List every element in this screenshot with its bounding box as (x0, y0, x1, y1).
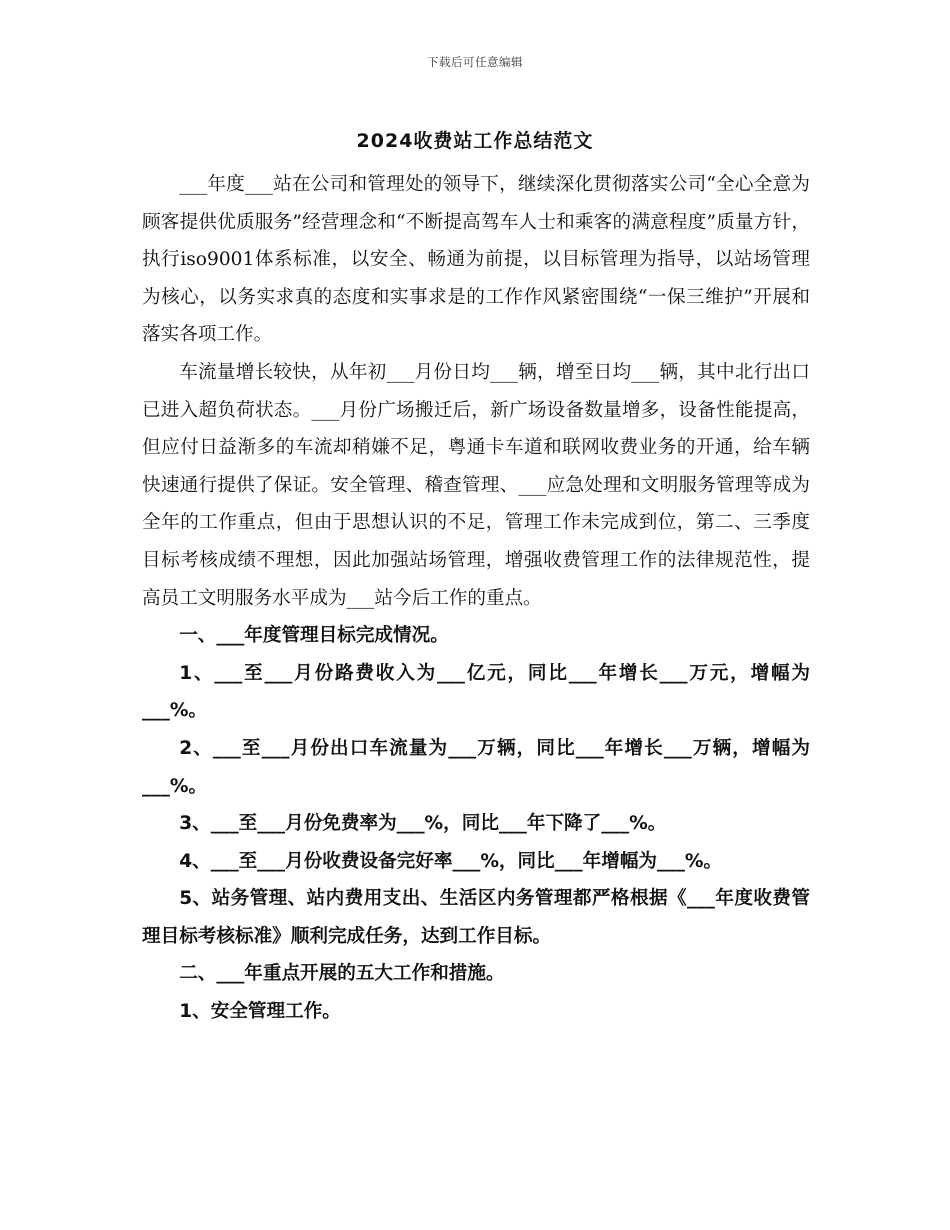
section-heading-1: 一、___年度管理目标完成情况。 (179, 625, 449, 647)
list-item-5: 5、站务管理、站内费用支出、生活区内务管理都严格根据《___年度收费管理目标考核标准》顺利完成任务，达到工作目标。 (142, 888, 810, 947)
list-item-3: 3、___至___月份免费率为___%，同比___年下降了___%。 (179, 813, 667, 835)
document-body (142, 166, 810, 1031)
list-item-4: 4、___至___月份收费设备完好率___%，同比___年增幅为___%。 (179, 850, 723, 872)
section-heading-2: 二、___年重点开展的五大工作和措施。 (179, 963, 505, 985)
paragraph-intro: ___年度___站在公司和管理处的领导下，继续深化贯彻落实公司“全心全意为顾客提供优质服务”经营理念和“不断提高驾车人士和乘客的满意程度”质量方针，执行iso9001体系标准，以安全、畅通为前提，以目标管理为指导，以站场管理为核心，以务实求真的态度和实事求是的工作作风紧密围绕“一保三维护”开展和落实各项工作。 (142, 174, 810, 346)
header-note: 下载后可任意编辑 (427, 55, 523, 69)
paragraph-traffic: 车流量增长较快，从年初___月份日均___辆，增至日均___辆，其中北行出口已进入超负荷状态。___月份广场搬迁后，新广场设备数量增多，设备性能提高，但应付日益渐多的车流却稍嫌不足，粤通卡车道和联网收费业务的开通，给车辆快速通行提供了保证。安全管理、稽查管理、___应急处理和文明服务管理等成为全年的工作重点，但由于思想认识的不足，管理工作未完成到位，第二、三季度目标考核成绩不理想，因此加强站场管理，增强收费管理工作的法律规范性，提高员工文明服务水平成为___站今后工作的重点。 (142, 361, 810, 609)
list-item-1: 1、___至___月份路费收入为___亿元，同比___年增长___万元，增幅为___%。 (142, 662, 810, 722)
document-title: 2024收费站工作总结范文 (356, 130, 594, 152)
list-item-2: 2、___至___月份出口车流量为___万辆，同比___年增长___万辆，增幅为___%。 (142, 737, 810, 797)
subsection-heading-1: 1、安全管理工作。 (179, 1001, 341, 1023)
